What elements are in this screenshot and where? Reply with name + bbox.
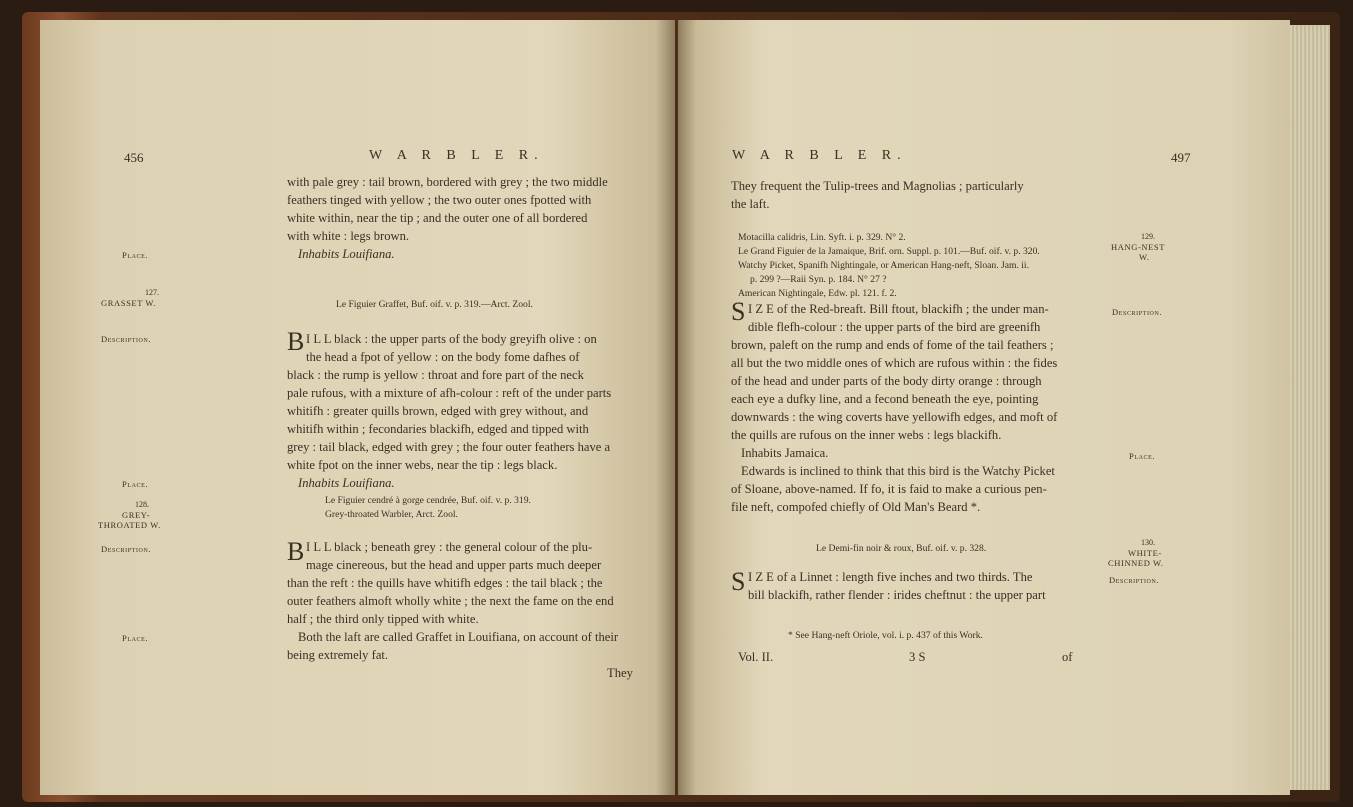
text-line: white fpot on the inner webs, near the tip : legs black.: [287, 458, 558, 472]
entry-name: HANG-NEST: [1111, 242, 1166, 252]
entry-name: W.: [1139, 252, 1150, 262]
text-line: Inhabits Louifiana.: [298, 247, 395, 261]
text-line: black : the rump is yellow : throat and fore part of the neck: [287, 368, 584, 382]
margin-place: Place.: [122, 250, 149, 260]
text-line: whitifh within ; fecondaries blackifh, edged and tipped with: [287, 422, 589, 436]
margin-description: Description.: [1112, 307, 1163, 317]
text-line: downwards : the wing coverts have yellowifh edges, and moft of: [731, 410, 1058, 424]
text-line: Edwards is inclined to think that this bird is the Watchy Picket: [741, 464, 1055, 478]
text-line: mage cinereous, but the head and upper parts much deeper: [306, 558, 602, 572]
text-line: file neft, compofed chiefly of Old Man's Beard *.: [731, 500, 981, 514]
page-edges: [1290, 25, 1330, 790]
text-line: half ; the third only tipped with white.: [287, 612, 479, 626]
synonym: Le Demi-fin noir & roux, Buf. oif. v. p. 328.: [816, 543, 987, 554]
margin-description: Description.: [1109, 575, 1160, 585]
text-line: all but the two middle ones of which are rufous within : the fides: [731, 356, 1058, 370]
right-page: [678, 20, 1290, 795]
text-line: They frequent the Tulip-trees and Magnolias ; particularly: [731, 179, 1024, 193]
text-line: I Z E of a Linnet : length five inches and two thirds. The: [748, 570, 1033, 584]
page-number: 497: [1171, 150, 1191, 165]
synonym: Grey-throated Warbler, Arct. Zool.: [325, 509, 458, 520]
text-line: with white : legs brown.: [287, 229, 410, 243]
text-line: white within, near the tip ; and the outer one of all bordered: [287, 211, 588, 225]
text-line: with pale grey : tail brown, bordered with grey ; the two middle: [287, 175, 608, 189]
drop-cap: B: [287, 537, 305, 566]
text-line: brown, paleft on the rump and ends of fome of the tail feathers ;: [731, 338, 1054, 352]
entry-name: CHINNED W.: [1108, 558, 1164, 568]
left-page: [40, 20, 675, 795]
text-line: bill blackifh, rather flender : irides cheftnut : the upper part: [748, 588, 1046, 602]
synonym: Le Figuier cendré à gorge cendrée, Buf. oif. v. p. 319.: [325, 495, 531, 506]
text-line: grey : tail black, edged with grey ; the four outer feathers have a: [287, 440, 611, 454]
synonym: Motacilla calidris, Lin. Syft. i. p. 329. N° 2.: [738, 232, 906, 243]
text-line: the head a fpot of yellow : on the body fome dafhes of: [306, 350, 580, 364]
text-line: whitifh : greater quills brown, edged with grey without, and: [287, 404, 589, 418]
entry-name: GREY-: [122, 510, 151, 520]
drop-cap: S: [731, 297, 746, 326]
entry-number: 130.: [1141, 538, 1155, 547]
running-head: W A R B L E R.: [732, 148, 907, 163]
synonym: Le Figuier Graffet, Buf. oif. v. p. 319.—Arct. Zool.: [336, 299, 533, 310]
text-line: the laft.: [731, 197, 770, 211]
text-line: I L L black ; beneath grey : the general colour of the plu-: [306, 540, 593, 554]
text-line: Inhabits Louifiana.: [298, 476, 395, 490]
margin-description: Description.: [101, 544, 152, 554]
text-line: of the head and under parts of the body dirty orange : through: [731, 374, 1042, 388]
entry-number: 128.: [135, 500, 149, 509]
text-line: than the reft : the quills have whitifh edges : the tail black ; the: [287, 576, 603, 590]
entry-number: 129.: [1141, 232, 1155, 241]
text-line: Inhabits Jamaica.: [741, 446, 829, 460]
volume-signature: Vol. II.: [738, 650, 774, 664]
text-line: I L L black : the upper parts of the body greyifh olive : on: [306, 332, 597, 346]
drop-cap: S: [731, 567, 746, 596]
catchword: They: [607, 666, 633, 680]
page-number: 456: [124, 150, 144, 165]
text-line: of Sloane, above-named. If fo, it is faid to make a curious pen-: [731, 482, 1047, 496]
text-line: pale rufous, with a mixture of afh-colour : reft of the under parts: [287, 386, 612, 400]
text-line: outer feathers almoft wholly white ; the next the fame on the end: [287, 594, 614, 608]
text-line: each eye a dufky line, and a fecond beneath the eye, pointing: [731, 392, 1039, 406]
entry-number: 127.: [145, 288, 159, 297]
synonym: Watchy Picket, Spanifh Nightingale, or American Hang-neft, Sloan. Jam. ii.: [738, 260, 1029, 271]
entry-name: THROATED W.: [98, 520, 161, 530]
text-line: dible flefh-colour : the upper parts of the bird are greenifh: [748, 320, 1041, 334]
margin-place: Place.: [122, 633, 149, 643]
text-line: I Z E of the Red-breaft. Bill ftout, blackifh ; the under man-: [748, 302, 1049, 316]
entry-name: GRASSET W.: [101, 298, 156, 308]
text-line: being extremely fat.: [287, 648, 389, 662]
catchword: of: [1062, 650, 1073, 664]
margin-place: Place.: [1129, 451, 1156, 461]
synonym: American Nightingale, Edw. pl. 121. f. 2.: [738, 288, 897, 299]
synonym: Le Grand Figuier de la Jamaique, Brif. orn. Suppl. p. 101.—Buf. oif. v. p. 320.: [738, 246, 1040, 257]
margin-place: Place.: [122, 479, 149, 489]
text-line: Both the laft are called Graffet in Louifiana, on account of their: [298, 630, 619, 644]
text-line: the quills are rufous on the inner webs : legs blackifh.: [731, 428, 1002, 442]
footnote: * See Hang-neft Oriole, vol. i. p. 437 of this Work.: [788, 630, 983, 641]
gathering-mark: 3 S: [909, 650, 926, 664]
synonym: p. 299 ?—Raii Syn. p. 184. N° 27 ?: [750, 274, 887, 285]
margin-description: Description.: [101, 334, 152, 344]
drop-cap: B: [287, 327, 305, 356]
entry-name: WHITE-: [1128, 548, 1162, 558]
running-head: W A R B L E R.: [369, 148, 544, 163]
text-line: feathers tinged with yellow ; the two outer ones fpotted with: [287, 193, 592, 207]
